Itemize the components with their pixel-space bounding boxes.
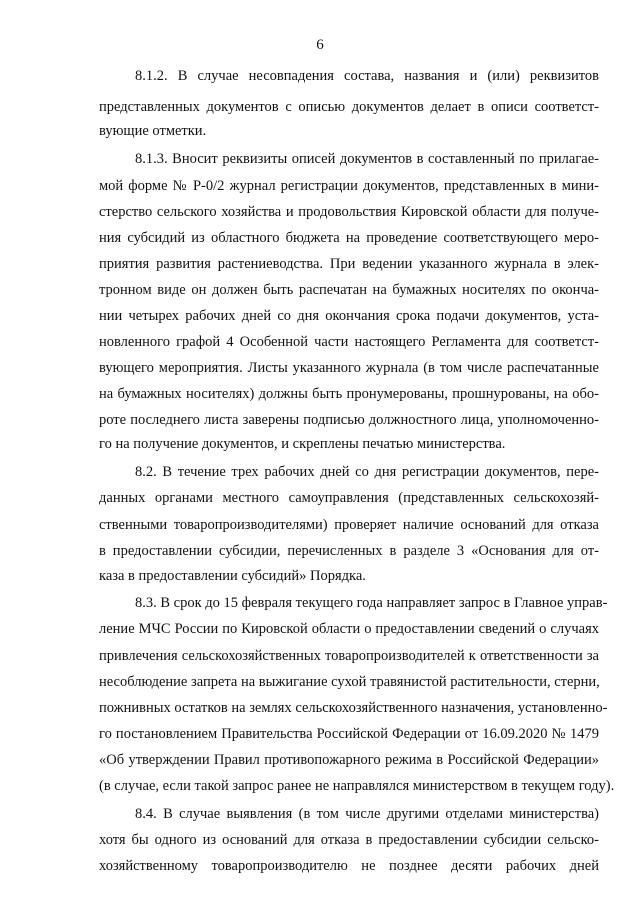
text-line: хотя бы одного из оснований для отказа в предоставлении субсидии сельско- <box>99 832 599 848</box>
text-line: представленных документов с описью документов делает в описи соответст- <box>99 99 599 115</box>
text-line: го постановлением Правительства Российской Федерации от 16.09.2020 № 1479 <box>99 726 599 742</box>
text-line: тронном виде он должен быть распечатан на бумажных носителях по оконча- <box>99 282 599 298</box>
text-line: несоблюдение запрета на выжигание сухой травянистой растительности, стерни, <box>99 674 600 690</box>
text-line: каза в предоставлении субсидий» Порядка. <box>99 568 366 584</box>
text-line: новленного графой 4 Особенной части настоящего Регламента для соответст- <box>99 334 599 350</box>
text-line: данных органами местного самоуправления (представленных сельскохозяй- <box>99 490 599 506</box>
text-line: го на получение документов, и скреплены печатью министерства. <box>99 436 506 452</box>
text-line: 8.2. В течение трех рабочих дней со дня регистрации документов, пере- <box>135 464 599 480</box>
text-line: роте последнего листа заверены подписью должностного лица, уполномоченно- <box>99 412 599 428</box>
text-line: приятия развития растениеводства. При ведении указанного журнала в элек- <box>99 256 599 272</box>
text-line: в предоставлении субсидии, перечисленных в разделе 3 «Основания для от- <box>99 543 599 559</box>
text-line: привлечения сельскохозяйственных товаропроизводителей к ответственности за <box>99 648 599 664</box>
text-line: 8.4. В случае выявления (в том числе другими отделами министерства) <box>135 806 599 822</box>
text-line: мой форме № Р-0/2 журнал регистрации документов, представленных в мини- <box>99 178 599 194</box>
text-line: ния субсидий из областного бюджета на проведение соответствующего меро- <box>99 230 599 246</box>
page-number: 6 <box>316 37 324 53</box>
text-line: пожнивных остатков на землях сельскохозяйственного назначения, установленно- <box>99 700 608 716</box>
text-line: 8.1.3. Вносит реквизиты описей документов в составленный по прилагае- <box>135 151 599 167</box>
text-line: (в случае, если такой запрос ранее не направлялся министерством в текущем году). <box>99 778 615 794</box>
text-line: нии четырех рабочих дней со дня окончания срока подачи документов, уста- <box>99 308 599 324</box>
text-line: ление МЧС России по Кировской области о предоставлении сведений о случаях <box>99 621 599 637</box>
text-line: 8.3. В срок до 15 февраля текущего года направляет запрос в Главное управ- <box>135 595 608 611</box>
text-line: ственными товаропроизводителями) проверяет наличие оснований для отказа <box>99 517 599 533</box>
text-line: стерство сельского хозяйства и продовольствия Кировской области для получе- <box>99 204 599 220</box>
text-line: 8.1.2. В случае несовпадения состава, названия и (или) реквизитов <box>135 68 599 84</box>
text-line: хозяйственному товаропроизводителю не позднее десяти рабочих дней <box>99 858 599 874</box>
text-line: на бумажных носителях) должны быть пронумерованы, прошнурованы, на обо- <box>99 386 599 402</box>
text-line: «Об утверждении Правил противопожарного режима в Российской Федерации» <box>99 752 599 768</box>
text-line: вующего мероприятия. Листы указанного журнала (в том числе распечатанные <box>99 360 599 376</box>
text-line: вующие отметки. <box>99 123 207 139</box>
